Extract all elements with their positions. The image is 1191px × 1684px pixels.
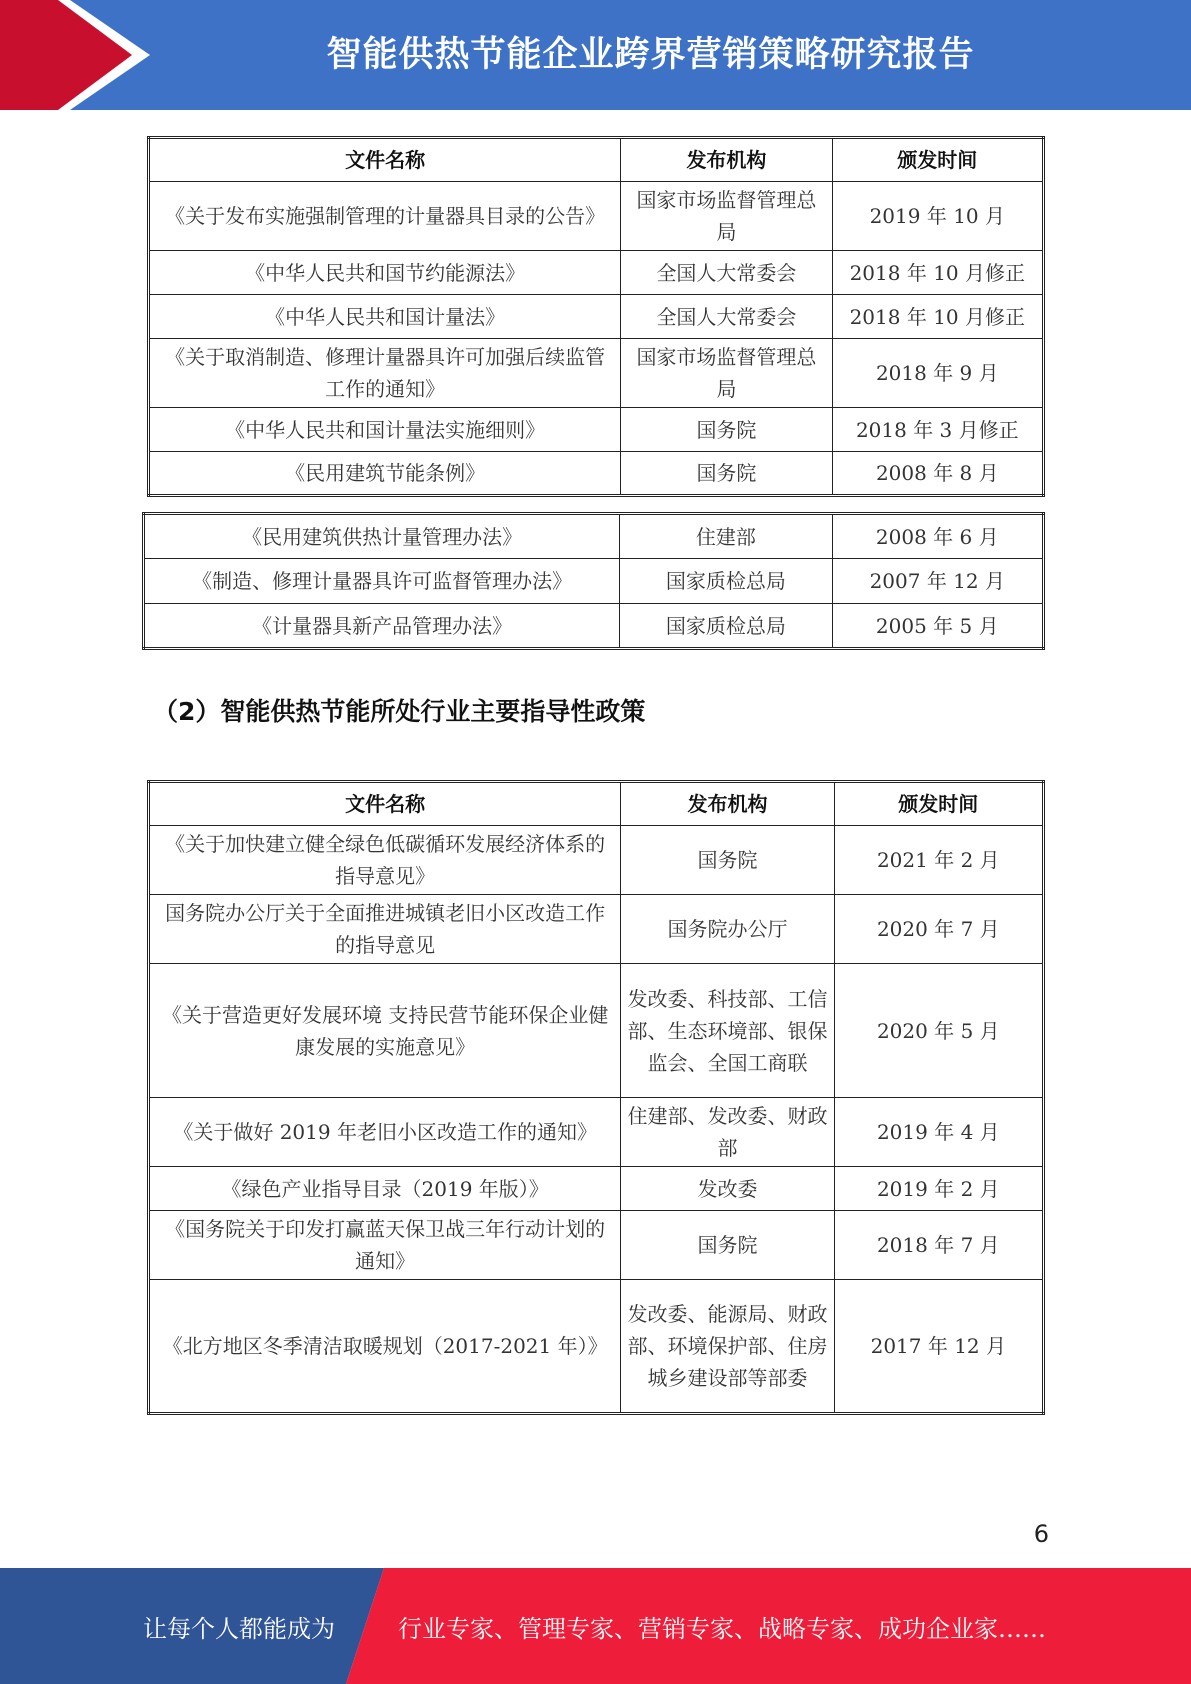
file-name-cell: 《关于做好 2019 年老旧小区改造工作的通知》 xyxy=(149,1098,621,1167)
page-footer xyxy=(0,1568,1191,1684)
header-file-name: 文件名称 xyxy=(149,782,621,826)
file-name-cell: 《中华人民共和国计量法》 xyxy=(149,295,621,339)
header-arrow-decoration xyxy=(0,0,160,110)
table-header-row xyxy=(149,138,1044,182)
table-row xyxy=(149,295,1044,339)
issuer-cell: 国家市场监督管理总局 xyxy=(621,339,832,408)
date-cell: 2018 年 10 月修正 xyxy=(832,295,1043,339)
issuer-cell: 国家市场监督管理总局 xyxy=(621,182,832,251)
policy-table xyxy=(147,780,1045,1415)
issuer-cell: 全国人大常委会 xyxy=(621,251,832,295)
table-row xyxy=(149,452,1044,496)
header-issuer: 发布机构 xyxy=(621,138,832,182)
date-cell: 2021 年 2 月 xyxy=(834,826,1043,895)
table-row xyxy=(149,1280,1044,1414)
issuer-cell: 国务院 xyxy=(621,1211,834,1280)
date-cell: 2018 年 3 月修正 xyxy=(832,408,1043,452)
date-cell: 2019 年 10 月 xyxy=(832,182,1043,251)
date-cell: 2005 年 5 月 xyxy=(832,604,1043,649)
issuer-cell: 国家质检总局 xyxy=(620,604,832,649)
page-number: 6 xyxy=(1033,1520,1049,1548)
date-cell: 2019 年 4 月 xyxy=(834,1098,1043,1167)
date-cell: 2008 年 8 月 xyxy=(832,452,1043,496)
issuer-cell: 住建部 xyxy=(620,514,832,559)
date-cell: 2008 年 6 月 xyxy=(832,514,1043,559)
date-cell: 2018 年 10 月修正 xyxy=(832,251,1043,295)
regulation-table-2 xyxy=(142,512,1045,650)
issuer-cell: 国务院 xyxy=(621,408,832,452)
issuer-cell: 全国人大常委会 xyxy=(621,295,832,339)
header-issuer: 发布机构 xyxy=(621,782,834,826)
date-cell: 2018 年 7 月 xyxy=(834,1211,1043,1280)
date-cell: 2007 年 12 月 xyxy=(832,559,1043,604)
table-row xyxy=(149,1211,1044,1280)
table-row xyxy=(149,964,1044,1098)
issuer-cell: 住建部、发改委、财政部 xyxy=(621,1098,834,1167)
table-header-row xyxy=(149,782,1044,826)
issuer-cell: 发改委、能源局、财政部、环境保护部、住房城乡建设部等部委 xyxy=(621,1280,834,1414)
table-row xyxy=(149,182,1044,251)
issuer-cell: 国务院 xyxy=(621,452,832,496)
page-header xyxy=(0,0,1191,110)
table-row xyxy=(144,559,1044,604)
table-row xyxy=(149,895,1044,964)
date-cell: 2020 年 5 月 xyxy=(834,964,1043,1098)
file-name-cell: 《民用建筑节能条例》 xyxy=(149,452,621,496)
file-name-cell: 《中华人民共和国节约能源法》 xyxy=(149,251,621,295)
table-row xyxy=(149,408,1044,452)
issuer-cell: 发改委 xyxy=(621,1167,834,1211)
header-issue-date: 颁发时间 xyxy=(834,782,1043,826)
regulation-table-1 xyxy=(147,136,1045,497)
report-title: 智能供热节能企业跨界营销策略研究报告 xyxy=(326,35,975,75)
issuer-cell: 国务院 xyxy=(621,826,834,895)
date-cell: 2020 年 7 月 xyxy=(834,895,1043,964)
file-name-cell: 《中华人民共和国计量法实施细则》 xyxy=(149,408,621,452)
date-cell: 2018 年 9 月 xyxy=(832,339,1043,408)
file-name-cell: 《关于发布实施强制管理的计量器具目录的公告》 xyxy=(149,182,621,251)
file-name-cell: 国务院办公厅关于全面推进城镇老旧小区改造工作的指导意见 xyxy=(149,895,621,964)
file-name-cell: 《关于加快建立健全绿色低碳循环发展经济体系的指导意见》 xyxy=(149,826,621,895)
file-name-cell: 《关于取消制造、修理计量器具许可加强后续监管工作的通知》 xyxy=(149,339,621,408)
issuer-cell: 国务院办公厅 xyxy=(621,895,834,964)
file-name-cell: 《绿色产业指导目录（2019 年版）》 xyxy=(149,1167,621,1211)
date-cell: 2017 年 12 月 xyxy=(834,1280,1043,1414)
header-file-name: 文件名称 xyxy=(149,138,621,182)
table-row xyxy=(149,826,1044,895)
file-name-cell: 《关于营造更好发展环境 支持民营节能环保企业健康发展的实施意见》 xyxy=(149,964,621,1098)
issuer-cell: 国家质检总局 xyxy=(620,559,832,604)
table-row xyxy=(149,1098,1044,1167)
table-row xyxy=(144,514,1044,559)
table-row xyxy=(149,251,1044,295)
section-heading: （2）智能供热节能所处行业主要指导性政策 xyxy=(153,697,646,726)
issuer-cell: 发改委、科技部、工信部、生态环境部、银保监会、全国工商联 xyxy=(621,964,834,1098)
table-row xyxy=(144,604,1044,649)
footer-slogan-left: 让每个人都能成为 xyxy=(143,1614,335,1643)
footer-slogan-right: 行业专家、管理专家、营销专家、战略专家、成功企业家…… xyxy=(398,1614,1046,1643)
file-name-cell: 《计量器具新产品管理办法》 xyxy=(144,604,620,649)
date-cell: 2019 年 2 月 xyxy=(834,1167,1043,1211)
file-name-cell: 《制造、修理计量器具许可监督管理办法》 xyxy=(144,559,620,604)
header-issue-date: 颁发时间 xyxy=(832,138,1043,182)
table-row xyxy=(149,1167,1044,1211)
file-name-cell: 《北方地区冬季清洁取暖规划（2017-2021 年）》 xyxy=(149,1280,621,1414)
table-row xyxy=(149,339,1044,408)
file-name-cell: 《国务院关于印发打赢蓝天保卫战三年行动计划的通知》 xyxy=(149,1211,621,1280)
file-name-cell: 《民用建筑供热计量管理办法》 xyxy=(144,514,620,559)
